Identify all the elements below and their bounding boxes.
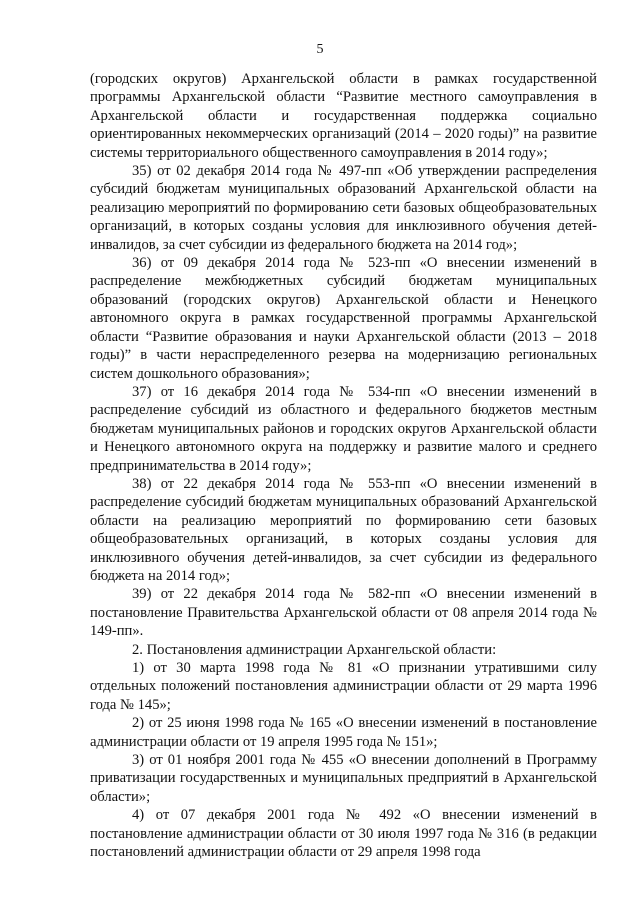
paragraph-item-35: 35) от 02 декабря 2014 года № 497-пп «Об утверждении распределения субсидий бюджетам муниципальных образований Архангельской области на реализацию мероприятий по формированию сети базовых общеобразовательных организаций, в которых созданы условия для инклюзивного обучения детей-инвалидов, за счет субсидии из федерального бюджета на 2014 год»; [90,163,597,253]
section-heading-2: 2. Постановления администрации Архангельской области: [132,641,497,658]
paragraph-item-38: 38) от 22 декабря 2014 года № 553-пп «О внесении изменений в распределение субсидий бюджетам муниципальных образований Архангельской области на реализацию мероприятий по формированию сети базовых общеобразовательных организаций, в которых созданы условия для инклюзивного обучения детей-инвалидов, за счет субсидии из федерального бюджета на 2014 год»; [90,475,597,584]
document-body [90,70,597,861]
paragraph-continuation: (городских округов) Архангельской области в рамках государственной программы Архангельской области “Развитие местного самоуправления в Архангельской области и государственная поддержка социально ориентированных некоммерческих организаций (2014 – 2020 годы)” на развитие системы территориального общественного самоуправления в 2014 году»; [90,71,597,161]
paragraph-item-2: 2) от 25 июня 1998 года № 165 «О внесении изменений в постановление администрации области от 19 апреля 1995 года № 151»; [90,715,597,750]
paragraph-item-1: 1) от 30 марта 1998 года № 81 «О признании утратившими силу отдельных положений постановления администрации области от 29 марта 1996 года № 145»; [90,660,597,713]
paragraph-item-39: 39) от 22 декабря 2014 года № 582-пп «О внесении изменений в постановление Правительства Архангельской области от 08 апреля 2014 года № 149-пп». [90,586,597,640]
paragraph-item-37: 37) от 16 декабря 2014 года № 534-пп «О внесении изменений в распределение субсидий из областного и федерального бюджетов местным бюджетам муниципальных районов и городских округов Архангельской области и Ненецкого автономного округа на поддержку и развитие малого и среднего предпринимательства в 2014 году»; [90,383,597,474]
paragraph-item-3: 3) от 01 ноября 2001 года № 455 «О внесении дополнений в Программу приватизации государственных и муниципальных предприятий в Архангельской области»; [90,752,597,805]
paragraph-item-36: 36) от 09 декабря 2014 года № 523-пп «О внесении изменений в распределение межбюджетных субсидий бюджетам муниципальных образований (городских округов) Архангельской области и Ненецкого автономного округа в рамках государственной программы Архангельской области “Развитие образования и науки Архангельской области (2013 – 2018 годы)” в части нераспределенного резерва на модернизацию региональных систем дошкольного образования»; [90,255,597,382]
page-number: 5 [316,42,324,57]
paragraph-item-4: 4) от 07 декабря 2001 года № 492 «О внесении изменений в постановление администрации области от 30 июля 1997 года № 316 (в редакции постановлений администрации области от 29 апреля 1998 года [90,807,597,861]
